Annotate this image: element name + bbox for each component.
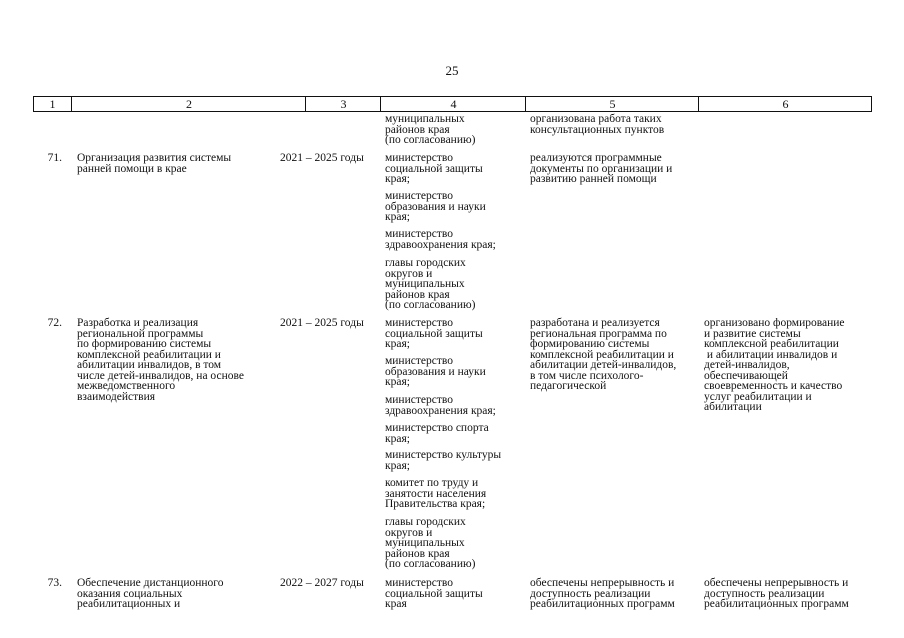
executor-line: округов и — [385, 526, 433, 539]
result-line: комплексной реабилитации и — [530, 348, 674, 361]
indicator-line: доступность реализации — [704, 587, 825, 600]
indicator-line: услуг реабилитации и — [704, 390, 812, 403]
executor-line: министерство — [385, 152, 453, 164]
executor-line: министерство — [385, 577, 453, 589]
event-line: межведомственного — [77, 380, 176, 392]
executor-line: министерство культуры — [385, 449, 502, 461]
executor-line: министерство — [385, 317, 453, 329]
executor-line: (по согласованию) — [385, 299, 476, 311]
executor-line: главы городских — [385, 257, 466, 269]
executor-line: здравоохранения края; — [385, 238, 496, 251]
header-col-4: 4 — [380, 97, 526, 111]
executor-line: министерство — [385, 355, 453, 367]
result-line: обеспечены непрерывность и — [530, 577, 675, 589]
row-event — [77, 578, 223, 610]
executor-line: края; — [385, 376, 410, 388]
row-executor — [385, 578, 483, 610]
result-line: педагогической — [530, 380, 607, 392]
header-col-2: 2 — [71, 97, 306, 111]
event-line: региональной программы — [77, 327, 204, 340]
row-executor — [385, 478, 486, 510]
row-period: 2021 – 2025 годы — [280, 317, 364, 329]
executor-line: муниципальных — [385, 537, 465, 549]
executor-line: социальной защиты — [385, 162, 483, 175]
continuation-executors — [385, 114, 475, 146]
row-event — [77, 318, 244, 402]
continuation-result-line: организована работа таких — [530, 113, 662, 125]
executor-line: края; — [385, 432, 410, 445]
row-executor — [385, 450, 501, 471]
executor-line: края — [385, 598, 407, 610]
row-executor — [385, 395, 496, 416]
result-line: реализуются программные — [530, 152, 662, 164]
executor-line: социальной защиты — [385, 327, 483, 340]
executor-line: (по согласованию) — [385, 558, 476, 570]
result-line: региональная программа по — [530, 327, 667, 340]
result-line: формированию системы — [530, 338, 650, 350]
result-line: документы по организации и — [530, 162, 673, 175]
table-header — [33, 96, 872, 112]
executor-line: главы городских — [385, 516, 466, 528]
continuation-executor-line: муниципальных — [385, 113, 465, 125]
executor-line: муниципальных — [385, 278, 465, 290]
indicator-line: детей-инвалидов, — [704, 359, 790, 371]
executor-line: края; — [385, 173, 410, 185]
header-col-5: 5 — [525, 97, 699, 111]
header-col-1: 1 — [49, 97, 56, 111]
row-result — [530, 153, 672, 185]
indicator-line: обеспечены непрерывность и — [704, 577, 849, 589]
executor-line: районов края — [385, 547, 450, 560]
header-col-6: 6 — [698, 97, 872, 111]
continuation-result — [530, 114, 664, 135]
event-line: взаимодействия — [77, 390, 156, 403]
executor-line: министерство — [385, 190, 453, 202]
row-result — [530, 578, 675, 610]
row-executor — [385, 229, 496, 250]
result-line: разработана и реализуется — [530, 317, 660, 329]
result-line: в том числе психолого- — [530, 369, 644, 382]
row-number: 72. — [47, 317, 62, 329]
result-line: доступность реализации — [530, 587, 651, 600]
indicator-line: и развитие системы — [704, 327, 801, 340]
row-indicator — [704, 318, 845, 413]
executor-line: образования и науки — [385, 365, 486, 378]
row-executor — [385, 191, 486, 223]
executor-line: районов края — [385, 288, 450, 301]
row-executor — [385, 517, 475, 570]
executor-line: министерство спорта — [385, 422, 489, 434]
indicator-line: абилитации — [704, 401, 762, 413]
event-line: ранней помощи в крае — [77, 162, 187, 175]
executor-line: социальной защиты — [385, 587, 483, 600]
page-number: 25 — [445, 63, 459, 78]
row-executor — [385, 153, 483, 185]
result-line: развитию ранней помощи — [530, 173, 657, 185]
event-line: абилитации инвалидов, в том — [77, 359, 222, 371]
executor-line: комитет по труду и — [385, 477, 479, 489]
executor-line: края; — [385, 338, 410, 350]
row-number: 71. — [47, 152, 62, 164]
row-indicator — [704, 578, 849, 610]
executor-line: края; — [385, 211, 410, 223]
indicator-line: организовано формирование — [704, 317, 845, 329]
row-result — [530, 318, 676, 392]
event-line: Обеспечение дистанционного — [77, 577, 224, 589]
executor-line: министерство — [385, 228, 453, 240]
indicator-line: обеспечивающей — [704, 369, 788, 382]
continuation-executor-line: районов края — [385, 123, 450, 136]
row-period: 2022 – 2027 годы — [280, 577, 364, 589]
event-line: по формированию системы — [77, 338, 212, 350]
executor-line: занятости населения — [385, 487, 487, 500]
executor-line: образования и науки — [385, 200, 486, 213]
row-executor — [385, 356, 486, 388]
executor-line: округов и — [385, 267, 433, 280]
indicator-line: комплексной реабилитации — [704, 338, 839, 350]
row-executor — [385, 318, 483, 350]
executor-line: Правительства края; — [385, 498, 486, 510]
header-col-3: 3 — [305, 97, 381, 111]
continuation-result-line: консультационных пунктов — [530, 123, 665, 136]
row-event — [77, 153, 231, 174]
row-period: 2021 – 2025 годы — [280, 152, 364, 164]
executor-line: министерство — [385, 394, 453, 406]
result-line: абилитации детей-инвалидов, — [530, 359, 677, 371]
event-line: комплексной реабилитации и — [77, 348, 221, 361]
indicator-line: реабилитационных программ — [704, 598, 849, 610]
row-executor — [385, 258, 475, 311]
event-line: Организация развития системы — [77, 152, 232, 164]
row-number: 73. — [47, 577, 62, 589]
row-executor — [385, 423, 489, 444]
result-line: реабилитационных программ — [530, 598, 675, 610]
continuation-executor-line: (по согласованию) — [385, 134, 476, 146]
event-line: числе детей-инвалидов, на основе — [77, 369, 244, 382]
event-line: реабилитационных и — [77, 598, 181, 610]
executor-line: здравоохранения края; — [385, 404, 496, 417]
indicator-line: своевременность и качество — [704, 380, 843, 392]
executor-line: края; — [385, 459, 410, 472]
event-line: оказания социальных — [77, 587, 183, 600]
event-line: Разработка и реализация — [77, 317, 199, 329]
indicator-line: и абилитации инвалидов и — [704, 348, 838, 361]
